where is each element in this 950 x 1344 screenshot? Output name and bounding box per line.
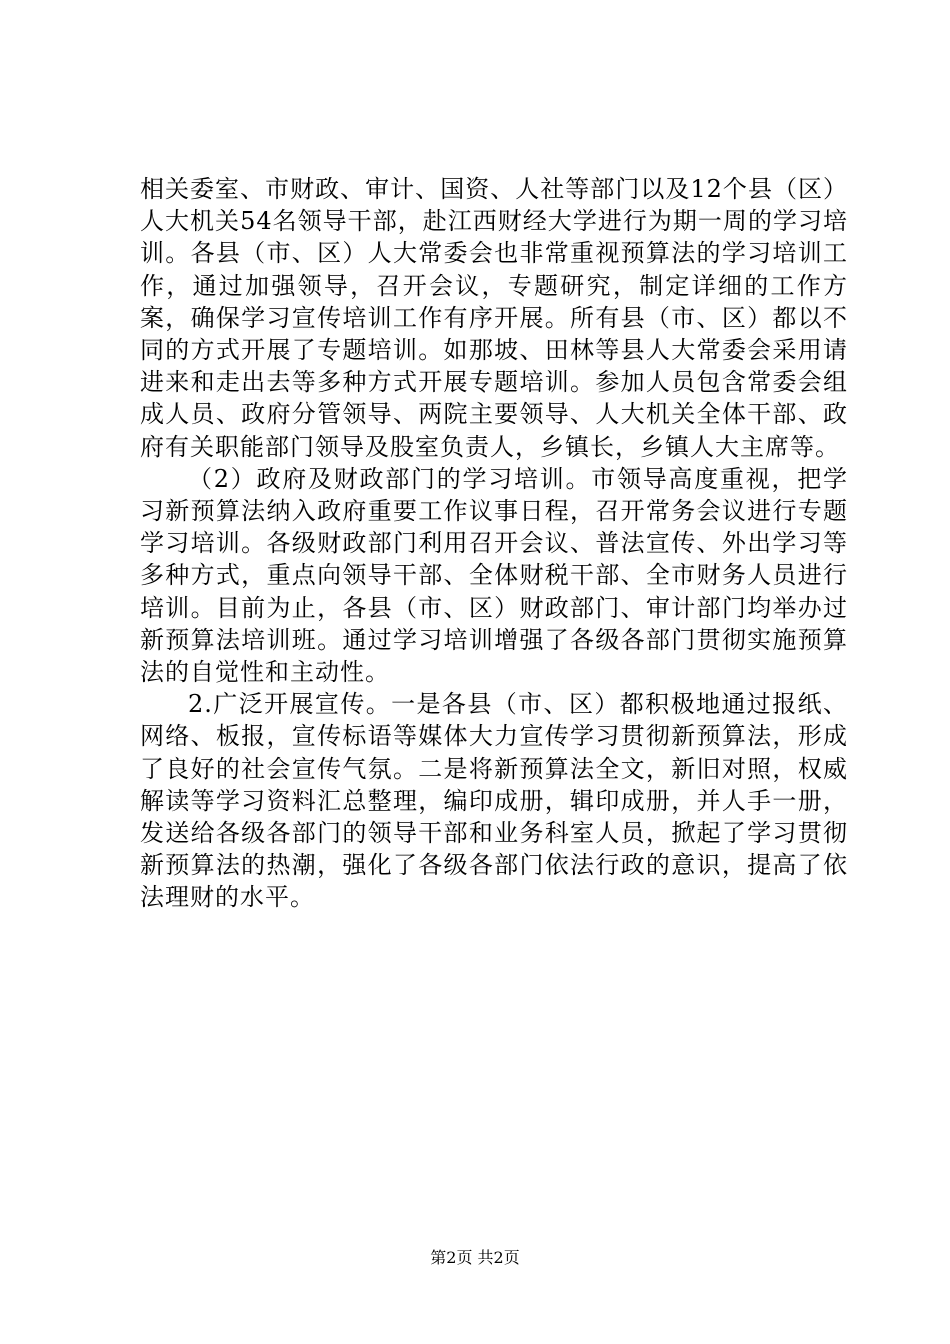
paragraph-publicity: 2.广泛开展宣传。一是各县（市、区）都积极地通过报纸、网络、板报，宣传标语等媒体大力宣传学习贯彻新预算法，形成了良好的社会宣传气氛。二是将新预算法全文，新旧对照，权威解读等学习资料汇总整理，编印成册，辑印成册，并人手一册，发送给各级各部门的领导干部和业务科室人员，掀起了学习贯彻新预算法的热潮，强化了各级各部门依法行政的意识，提高了依法理财的水平。 [140,690,848,912]
paragraph-government-training: （2）政府及财政部门的学习培训。市领导高度重视，把学习新预算法纳入政府重要工作议事日程，召开常务会议进行专题学习培训。各级财政部门利用召开会议、普法宣传、外出学习等多种方式，重点向领导干部、全体财税干部、全市财务人员进行培训。目前为止，各县（市、区）财政部门、审计部门均举办过新预算法培训班。通过学习培训增强了各级各部门贯彻实施预算法的自觉性和主动性。 [140,464,848,687]
document-body [140,173,848,914]
page-number-footer: 第2页 共2页 [430,1248,520,1267]
paragraph-training-overview: 相关委室、市财政、审计、国资、人社等部门以及12个县（区）人大机关54名领导干部，赴江西财经大学进行为期一周的学习培训。各县（市、区）人大常委会也非常重视预算法的学习培训工作，通过加强领导，召开会议，专题研究，制定详细的工作方案，确保学习宣传培训工作有序开展。所有县（市、区）都以不同的方式开展了专题培训。如那坡、田林等县人大常委会采用请进来和走出去等多种方式开展专题培训。参加人员包含常委会组成人员、政府分管领导、两院主要领导、人大机关全体干部、政府有关职能部门领导及股室负责人，乡镇长，乡镇人大主席等。 [140,175,848,461]
